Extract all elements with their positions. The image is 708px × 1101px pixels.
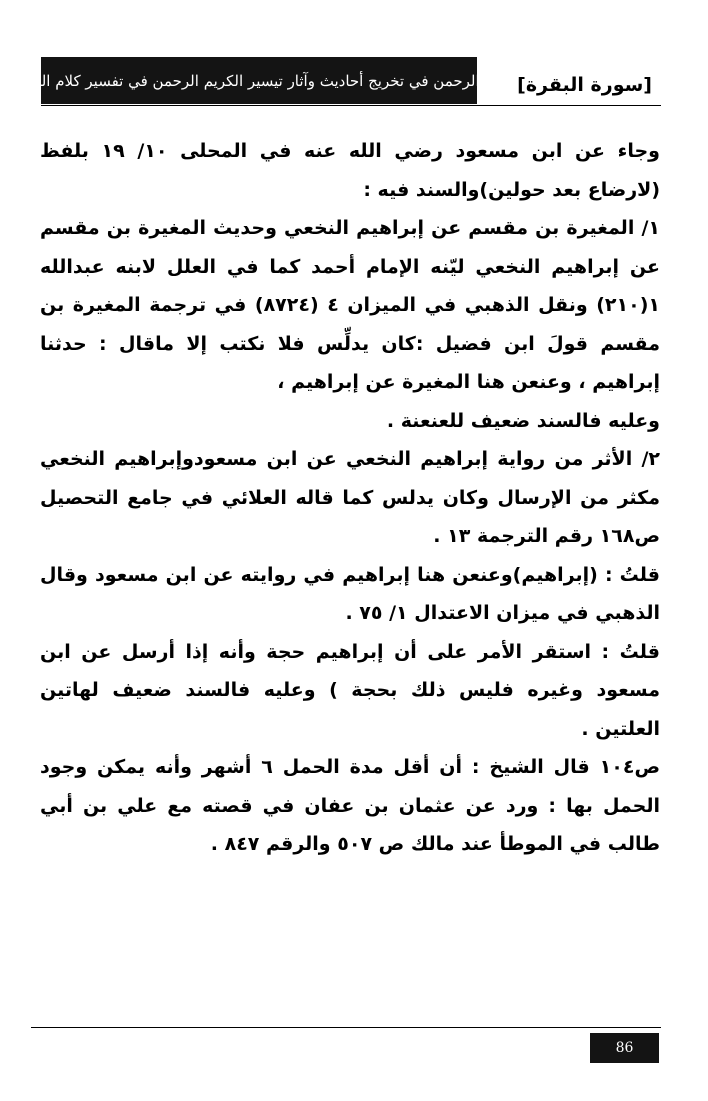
book-title: منة الرحمن في تخريج أحاديث وآثار تيسير الكريم الرحمن في تفسير كلام المنان — [12, 71, 506, 90]
paragraph: وجاء عن ابن مسعود رضي الله عنه في المحلى ١٠/ ١٩ بلفظ (لارضاع بعد حولين)والسند فيه : — [40, 140, 660, 201]
surah-label: [سورة البقرة] — [517, 74, 652, 96]
footer-divider — [31, 1027, 661, 1028]
paragraph: قلتُ : (إبراهيم)وعنعن هنا إبراهيم في روايته عن ابن مسعود وقال الذهبي في ميزان الاعتدال ١/ ٧٥ . — [40, 563, 660, 624]
paragraph: ١/ المغيرة بن مقسم عن إبراهيم النخعي وحديث المغيرة بن مقسم عن إبراهيم النخعي ليّنه الإمام أحمد كما في العلل لابنه عبدالله ١(٢١٠) ونقل الذهبي في الميزان ٤ (٨٧٢٤) في ترجمة المغيرة بن مقسم قولَ ابن فضيل :كان يدلِّس فلا نكتب إلا ماقال : حدثنا إبراهيم ، وعنعن هنا المغيرة عن إبراهيم ، — [40, 217, 660, 393]
running-header-title-band — [12, 57, 506, 104]
header-divider — [41, 105, 661, 106]
page-number-box — [590, 1033, 659, 1063]
paragraph: ٢/ الأثر من رواية إبراهيم النخعي عن ابن مسعودوإبراهيم النخعي مكثر من الإرسال وكان يدلس كما قاله العلائي في جامع التحصيل ص١٦٨ رقم الترجمة ١٣ . — [40, 448, 660, 547]
page-number: 86 — [615, 1040, 634, 1056]
paragraph: وعليه فالسند ضعيف للعنعنة . — [386, 409, 660, 432]
paragraph: ص١٠٤ قال الشيخ : أن أقل مدة الحمل ٦ أشهر وأنه يمكن وجود الحمل بها : ورد عن عثمان بن عفان في قصته مع علي بن أبي طالب في الموطأ عند مالك ص ٥٠٧ والرقم ٨٤٧ . — [40, 756, 660, 855]
paragraph: قلتُ : استقر الأمر على أن إبراهيم حجة وأنه إذا أرسل عن ابن مسعود وغيره فليس ذلك بحجة ) وعليه فالسند ضعيف لهاتين العلتين . — [40, 640, 660, 740]
page-body — [40, 132, 660, 864]
